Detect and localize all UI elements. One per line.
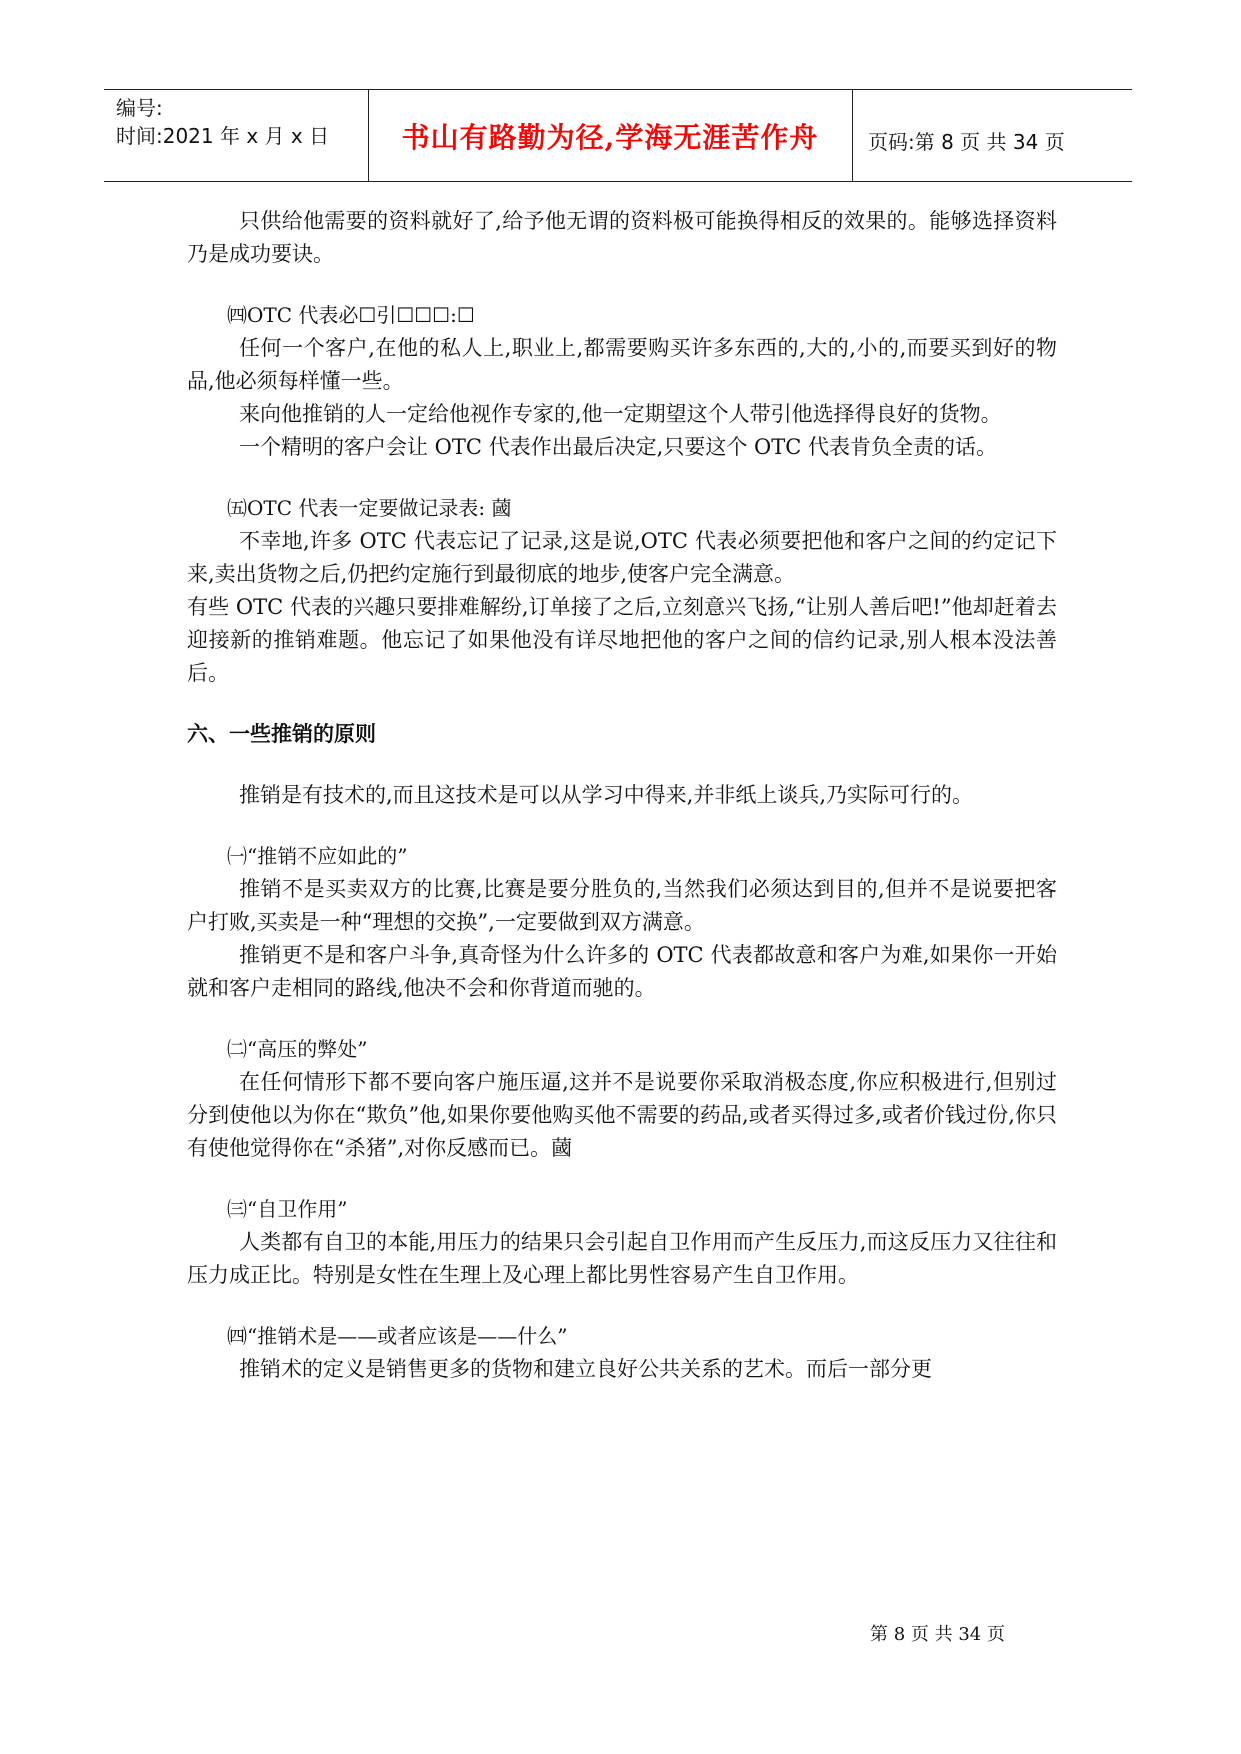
paragraph: 推销术的定义是销售更多的货物和建立良好公共关系的艺术。而后一部分更: [239, 1357, 932, 1381]
paragraph: 一个精明的客户会让 OTC 代表作出最后决定,只要这个 OTC 代表肯负全责的话。: [239, 435, 997, 459]
header-top-rule: [104, 89, 1132, 90]
header-bottom-rule: [104, 181, 1132, 182]
header-motto: 书山有路勤为径,学海无涯苦作舟: [401, 121, 819, 154]
paragraph: 不幸地,许多 OTC 代表忘记了记录,这是说,OTC 代表必须要把他和客户之间的约定记下来,卖出货物之后,仍把约定施行到最彻底的地步,使客户完全满意。: [187, 529, 1057, 586]
document-time-label: 时间:2021 年 x 月 x 日: [116, 124, 330, 148]
subheading-4: ㈣OTC 代表必☐引☐☐☐:☐: [227, 303, 475, 327]
paragraph: 任何一个客户,在他的私人上,职业上,都需要购买许多东西的,大的,小的,而要买到好的物品,他必须每样懂一些。: [187, 336, 1057, 393]
paragraph: 在任何情形下都不要向客户施压逼,这并不是说要你采取消极态度,你应积极进行,但别过分到使他以为你在“欺负”他,如果你要他购买他不需要的药品,或者买得过多,或者价钱过份,你只有使他觉得你在“杀猪”,对你反感而已。蔮: [187, 1070, 1057, 1160]
subheading-4b: ㈣“推销术是——或者应该是——什么”: [227, 1324, 568, 1348]
header-page-label: 页码:第 8 页 共 34 页: [868, 130, 1065, 154]
paragraph: 推销是有技术的,而且这技术是可以从学习中得来,并非纸上谈兵,乃实际可行的。: [239, 783, 974, 807]
document-number-label: 编号:: [116, 96, 163, 120]
subheading-5: ㈤OTC 代表一定要做记录表: 蔮: [227, 496, 512, 520]
subheading-1: ㈠“推销不应如此的”: [227, 844, 408, 868]
page-footer: 第 8 页 共 34 页: [870, 1624, 1005, 1645]
document-body: [187, 205, 1057, 1386]
subheading-2: ㈡“高压的弊处”: [227, 1037, 368, 1061]
paragraph: 只供给他需要的资料就好了,给予他无谓的资料极可能换得相反的效果的。能够选择资料乃是成功要诀。: [187, 209, 1057, 266]
paragraph: 有些 OTC 代表的兴趣只要排难解纷,订单接了之后,立刻意兴飞扬,“让别人善后吧!”他却赶着去迎接新的推销难题。他忘记了如果他没有详尽地把他的客户之间的信约记录,别人根本没法善后。: [187, 595, 1057, 685]
paragraph: 人类都有自卫的本能,用压力的结果只会引起自卫作用而产生反压力,而这反压力又往往和压力成正比。特别是女性在生理上及心理上都比男性容易产生自卫作用。: [187, 1230, 1057, 1287]
paragraph: 推销更不是和客户斗争,真奇怪为什么许多的 OTC 代表都故意和客户为难,如果你一开始就和客户走相同的路线,他决不会和你背道而驰的。: [187, 943, 1057, 1000]
subheading-3: ㈢“自卫作用”: [227, 1197, 348, 1221]
paragraph: 来向他推销的人一定给他视作专家的,他一定期望这个人带引他选择得良好的货物。: [239, 402, 1002, 426]
paragraph: 推销不是买卖双方的比赛,比赛是要分胜负的,当然我们必须达到目的,但并不是说要把客户打败,买卖是一种“理想的交换”,一定要做到双方满意。: [187, 877, 1057, 934]
header-divider-right: [852, 89, 853, 181]
section-heading: 六、一些推销的原则: [187, 722, 376, 746]
